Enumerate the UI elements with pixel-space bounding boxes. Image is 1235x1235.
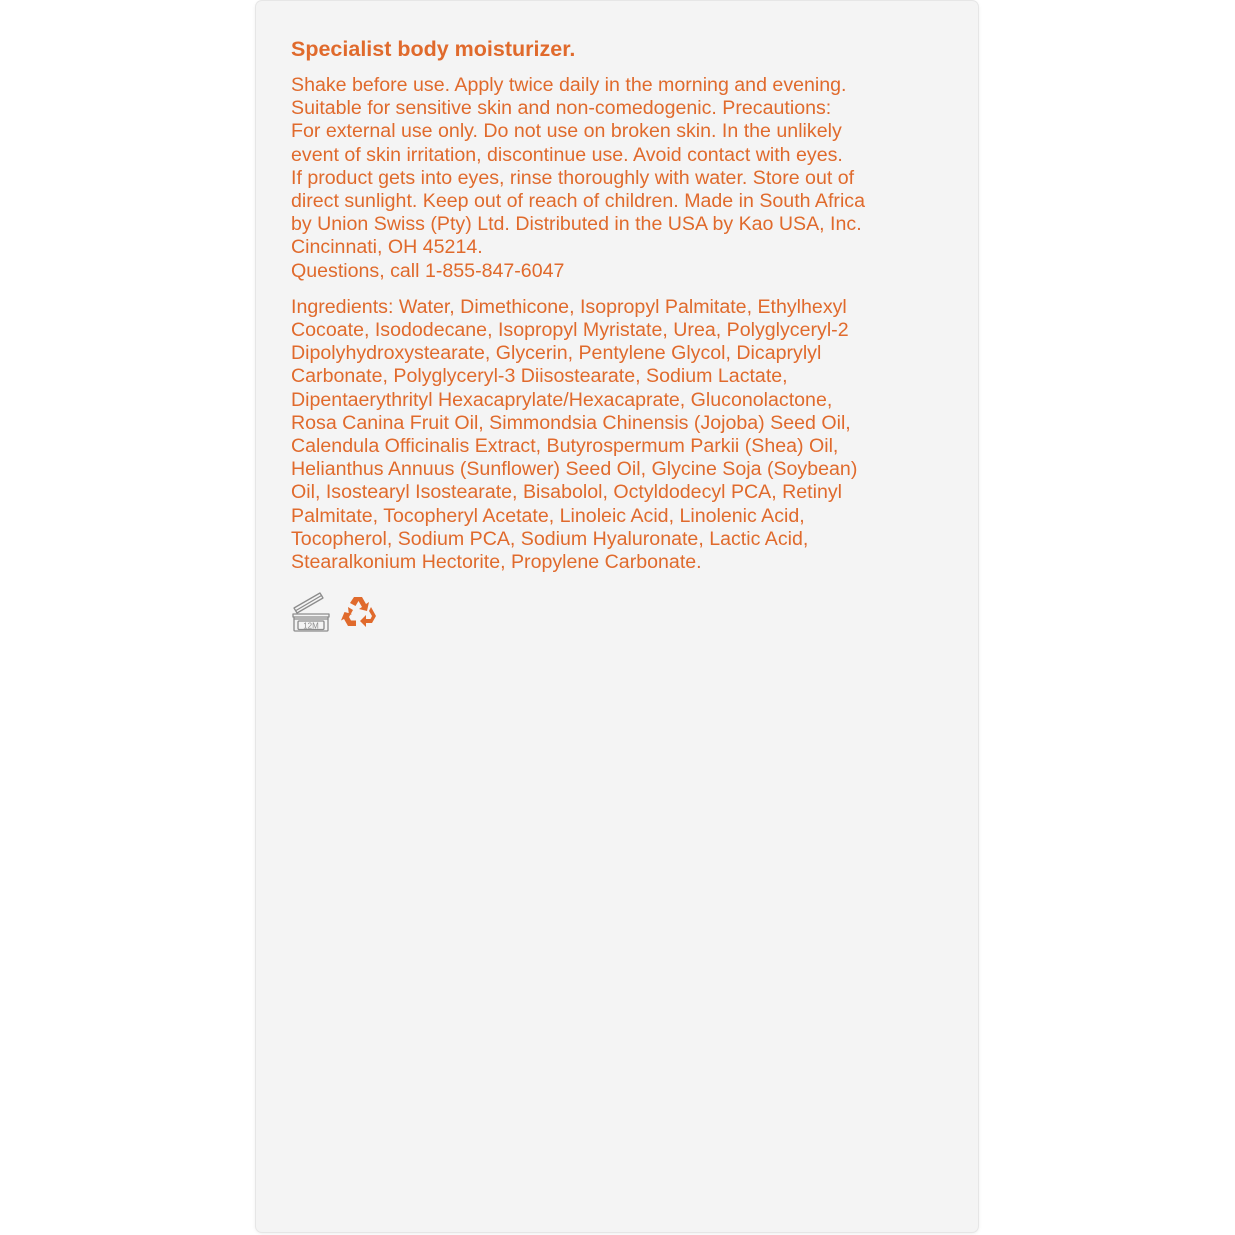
directions-and-precautions: Shake before use. Apply twice daily in the morning and evening. Suitable for sensitive skin and non-comedogenic. Precautions: For external use only. Do not use on broken skin. In the unlikely event of skin irritation, discontinue use. Avoid contact with eyes. If product gets into eyes, rinse thoroughly with water. Store out of direct sunlight. Keep out of reach of children. Made in South Africa by Union Swiss (Pty) Ltd. Distributed in the USA by Kao USA, Inc. Cincinnati, OH 45214. Questions, call 1-855-847-6047 xyxy=(291,74,865,282)
ingredients-list: Ingredients: Water, Dimethicone, Isopropyl Palmitate, Ethylhexyl Cocoate, Isododecane, Isopropyl Myristate, Urea, Polyglyceryl-2 Dipolyhydroxystearate, Glycerin, Pentylene Glycol, Dicaprylyl Carbonate, Polyglyceryl-3 Diisostearate, Sodium Lactate, Dipentaerythrityl Hexacaprylate/Hexacaprate, Gluconolactone, Rosa Canina Fruit Oil, Simmondsia Chinensis (Jojoba) Seed Oil, Calendula Officinalis Extract, Butyrospermum Parkii (Shea) Oil, Helianthus Annuus (Sunflower) Seed Oil, Glycine Soja (Soybean) Oil, Isostearyl Isostearate, Bisabolol, Octyldodecyl PCA, Retinyl Palmitate, Tocopheryl Acetate, Linoleic Acid, Linolenic Acid, Tocopherol, Sodium PCA, Sodium Hyaluronate, Lactic Acid, Stearalkonium Hectorite, Propylene Carbonate. xyxy=(291,295,858,574)
product-title: Specialist body moisturizer. xyxy=(291,37,576,61)
label-text-block xyxy=(291,35,951,574)
label-icons-row xyxy=(291,589,411,635)
pao-label: 12M xyxy=(303,621,319,631)
product-label-panel xyxy=(256,1,978,1232)
recycle-icon xyxy=(339,593,381,633)
period-after-opening-icon xyxy=(291,589,331,633)
